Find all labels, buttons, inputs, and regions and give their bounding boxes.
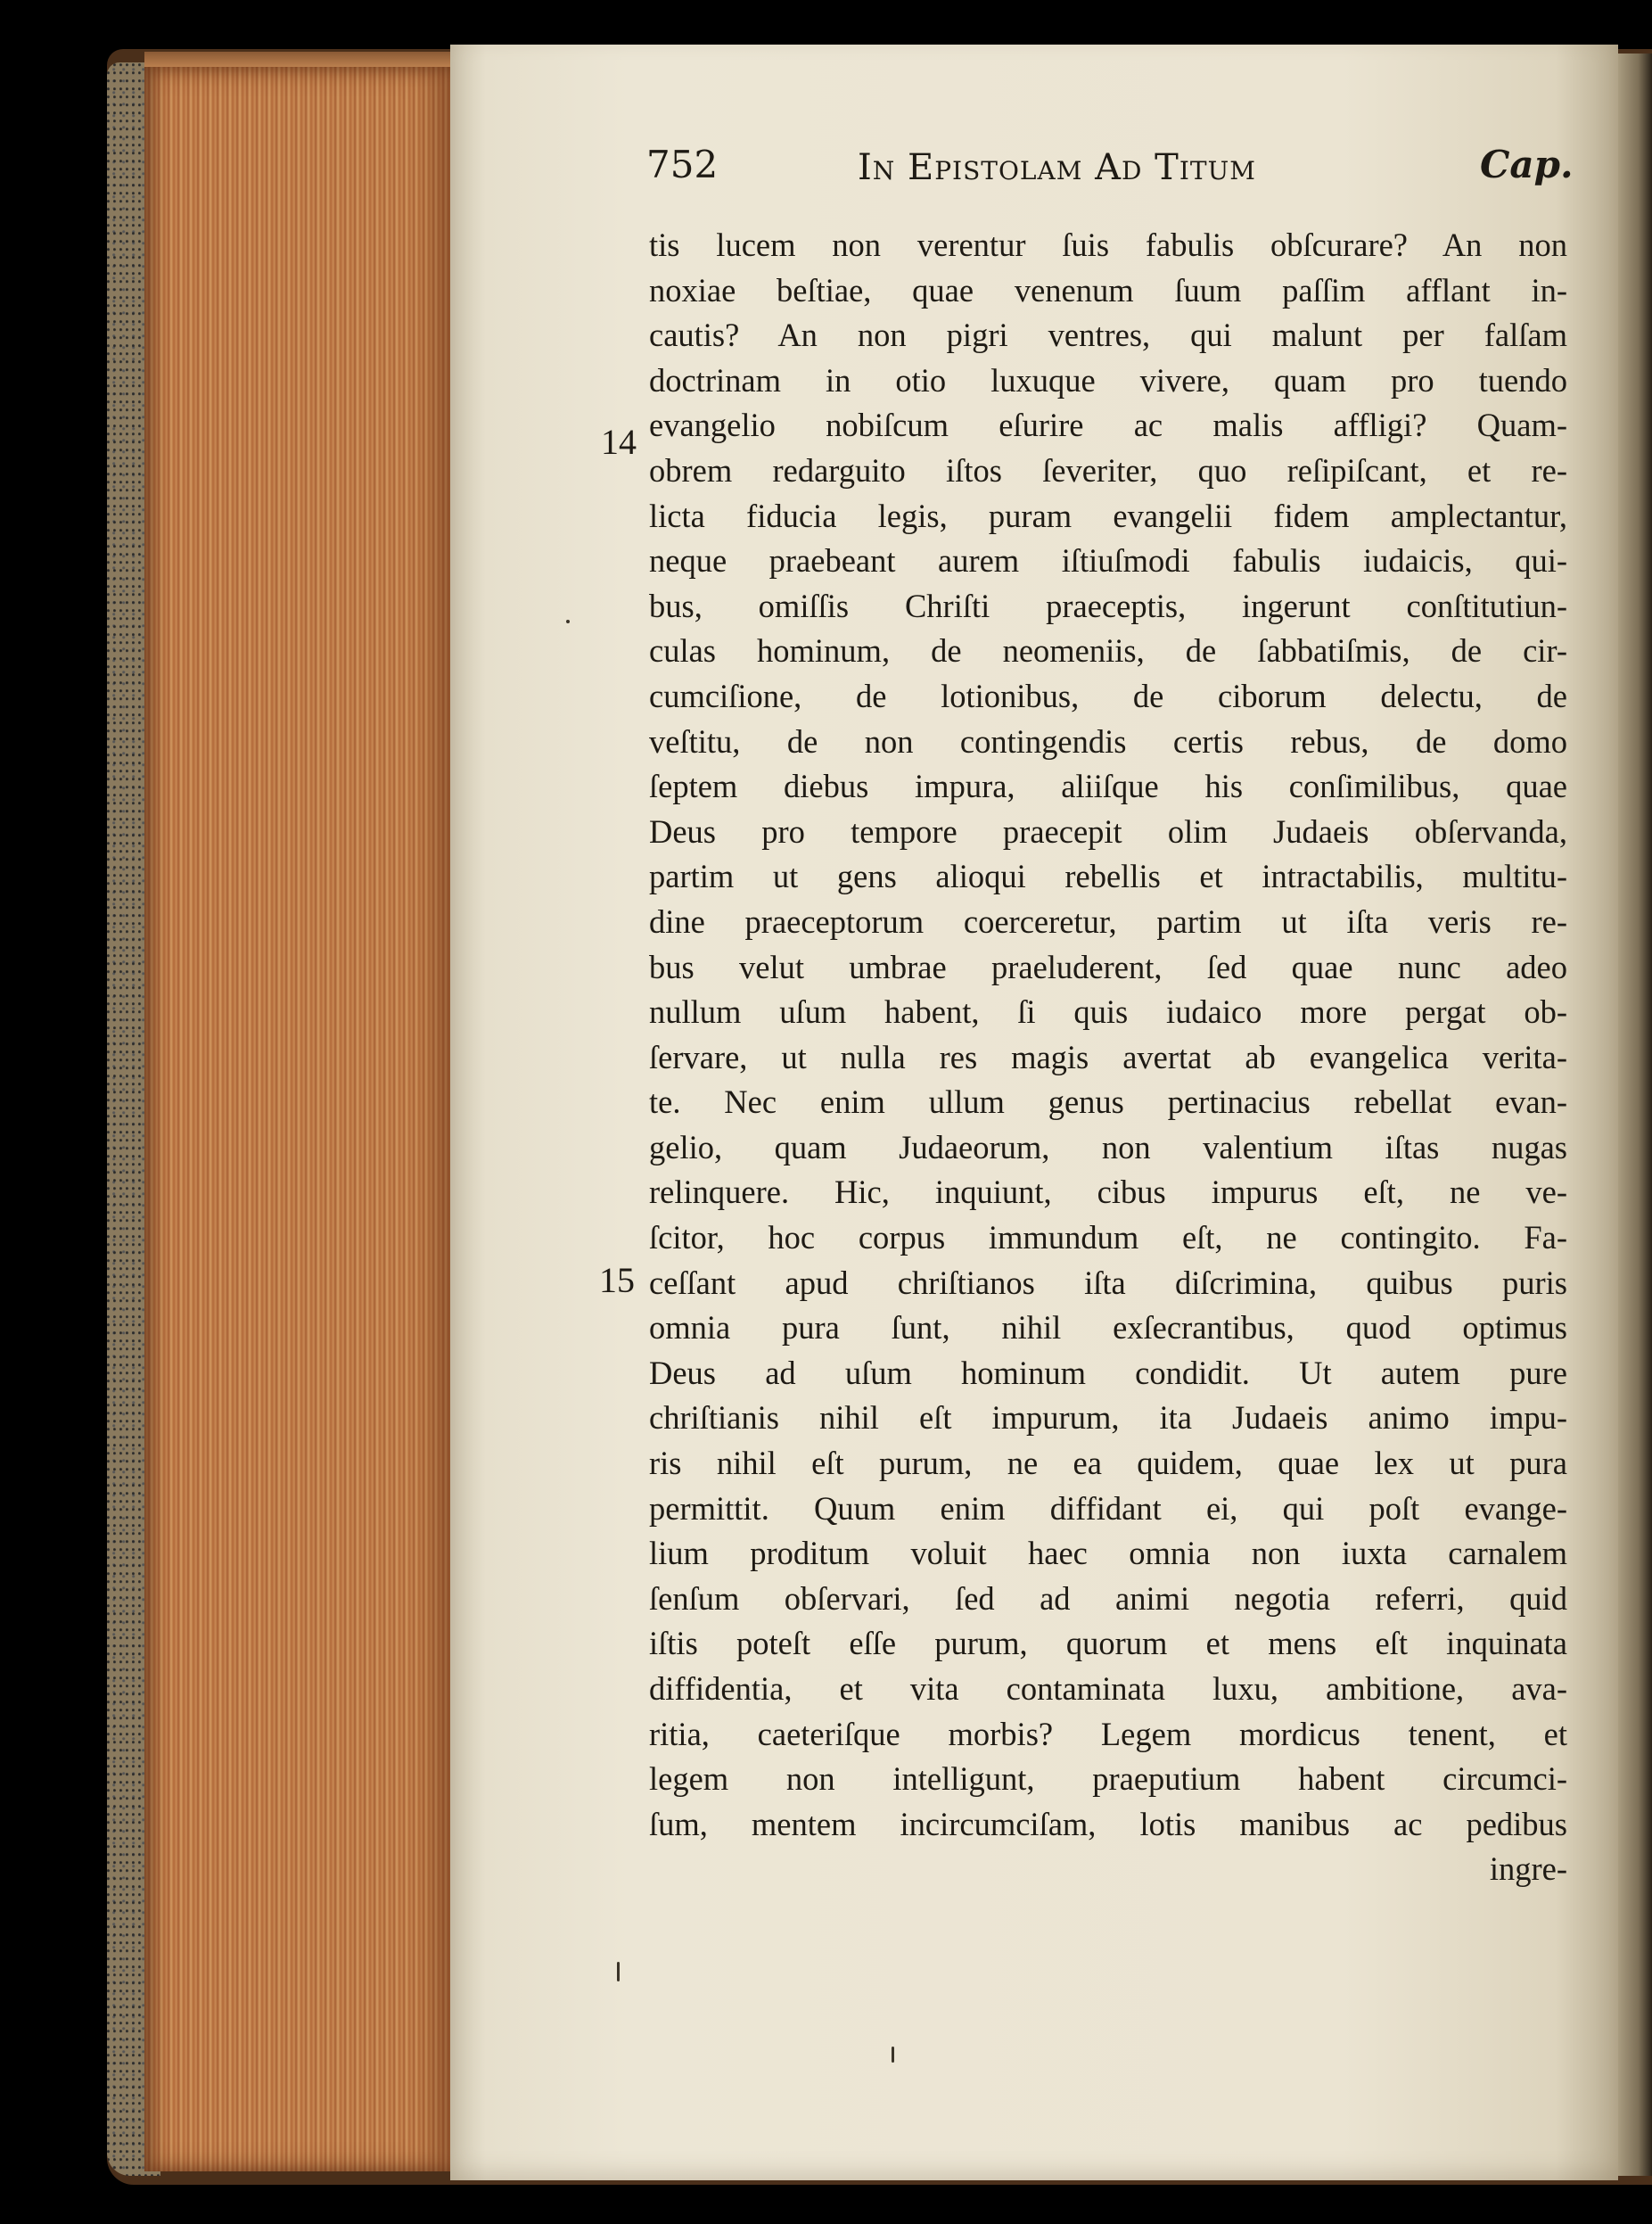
text-line: te. Nec enim ullum genus pertinacius rebellat evan- — [649, 1083, 1567, 1121]
text-line: permittit. Quum enim diffidant ei, qui poſt evange- — [649, 1489, 1567, 1527]
catchword: ingre- — [1489, 1850, 1567, 1888]
text-line: ſum, mentem incircumciſam, lotis manibus ac pedibus — [649, 1805, 1567, 1842]
text-line: lium proditum voluit haec omnia non iuxta carnalem — [649, 1535, 1567, 1572]
text-line: bus, omiſſis Chriſti praeceptis, ingerunt conſtitutiun- — [649, 587, 1567, 624]
text-line: ris nihil eſt purum, ne ea quidem, quae lex ut pura — [649, 1445, 1567, 1482]
text-line: ſeptem diebus impura, aliiſque his conſimilibus, quae — [649, 768, 1567, 805]
text-line: ſenſum obſervari, ſed ad animi negotia referri, quid — [649, 1579, 1567, 1617]
text-line: ſervare, ut nulla res magis avertat ab evangelica verita- — [649, 1038, 1567, 1075]
text-line: noxiae beſtiae, quae venenum ſuum paſſim afflant in- — [649, 271, 1567, 309]
text-line: cautis? An non pigri ventres, qui malunt per falſam — [649, 317, 1567, 354]
text-line: omnia pura ſunt, nihil exſecrantibus, quod optimus — [649, 1309, 1567, 1347]
text-line: veſtitu, de non contingendis certis rebus, de domo — [649, 722, 1567, 760]
text-line: nullum uſum habent, ſi quis iudaico more pergat ob- — [649, 993, 1567, 1031]
text-line: cumciſione, de lotionibus, de ciborum delectu, de — [649, 677, 1567, 714]
text-line: ritia, caeteriſque morbis? Legem mordicus tenent, et — [649, 1715, 1567, 1752]
page-block-edges — [144, 67, 452, 2171]
ink-speck — [566, 620, 570, 623]
chapter-label: Cap. — [1480, 143, 1574, 186]
page-number: 752 — [646, 143, 719, 186]
text-line: partim ut gens alioqui rebellis et intractabilis, multitu- — [649, 858, 1567, 895]
text-line: licta fiducia legis, puram evangelii fidem amplectantur, — [649, 497, 1567, 534]
text-line: culas hominum, de neomeniis, de ſabbatiſmis, de cir- — [649, 632, 1567, 670]
text-line: relinquere. Hic, inquiunt, cibus impurus eſt, ne ve- — [649, 1174, 1567, 1211]
ink-speck — [617, 1962, 620, 1981]
text-line: tis lucem non verentur ſuis fabulis obſcurare? An non — [649, 227, 1567, 263]
text-line: iſtis poteſt eſſe purum, quorum et mens eſt inquinata — [649, 1625, 1567, 1662]
text-line: ſcitor, hoc corpus immundum eſt, ne contingito. Fa- — [649, 1219, 1567, 1256]
text-line: evangelio nobiſcum eſurire ac malis affligi? Quam- — [649, 407, 1567, 444]
verse-number-14: 14 — [601, 422, 637, 462]
text-line: Deus pro tempore praecepit olim Judaeis obſervanda, — [649, 812, 1567, 850]
facing-page-edge — [1618, 54, 1652, 2176]
text-line: obrem redarguito iſtos ſeveriter, quo reſipiſcant, et re- — [649, 451, 1567, 489]
running-title: In Epistolam Ad Titum — [858, 147, 1256, 188]
text-line: bus velut umbrae praeluderent, ſed quae nunc adeo — [649, 948, 1567, 985]
text-line: legem non intelligunt, praeputium habent circumci- — [649, 1760, 1567, 1798]
ink-speck — [892, 2047, 894, 2063]
text-line: neque praebeant aurem iſtiuſmodi fabulis iudaicis, qui- — [649, 542, 1567, 580]
text-line: gelio, quam Judaeorum, non valentium iſtas nugas — [649, 1128, 1567, 1166]
verse-number-15: 15 — [599, 1260, 635, 1300]
text-line: dine praeceptorum coerceretur, partim ut iſta veris re- — [649, 902, 1567, 940]
body-text — [649, 223, 1567, 1892]
text-line: doctrinam in otio luxuque vivere, quam pro tuendo — [649, 361, 1567, 399]
text-line: chriſtianis nihil eſt impurum, ita Judaeis animo impu- — [649, 1399, 1567, 1437]
text-line: Deus ad uſum hominum condidit. Ut autem pure — [649, 1354, 1567, 1391]
text-line: diffidentia, et vita contaminata luxu, ambitione, ava- — [649, 1670, 1567, 1707]
text-line: ceſſant apud chriſtianos iſta diſcrimina, quibus puris — [649, 1264, 1567, 1301]
